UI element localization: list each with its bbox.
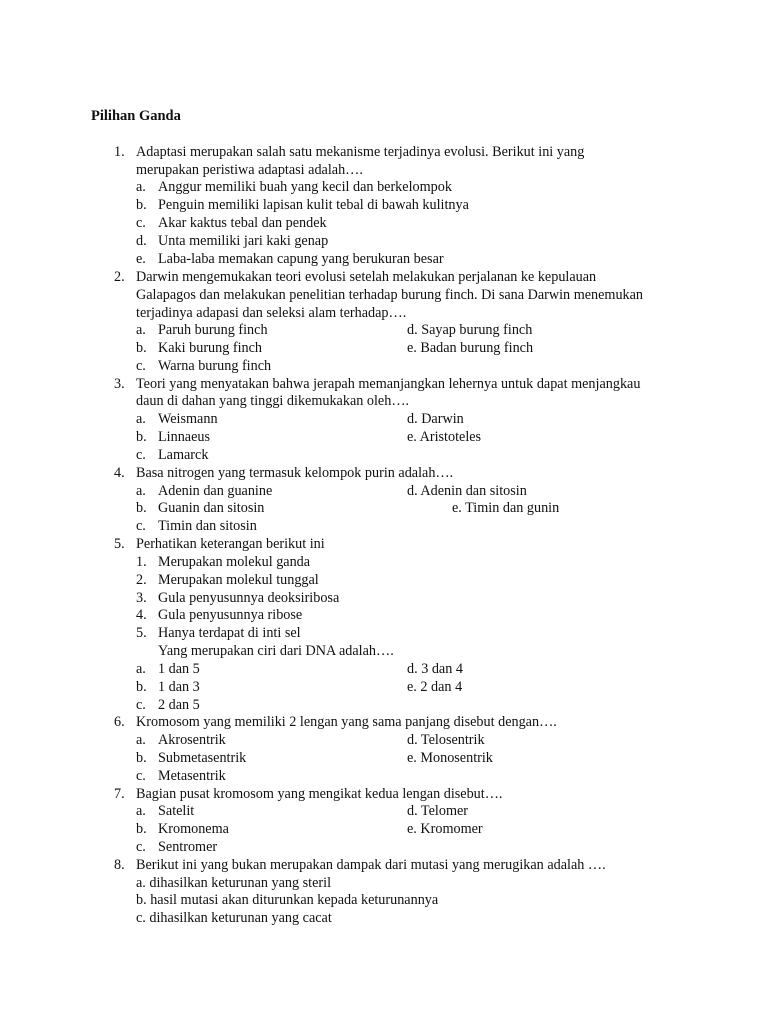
option-text: Unta memiliki jari kaki genap	[158, 233, 329, 249]
statement-label: 1.	[136, 554, 147, 570]
option-text: Sentromer	[158, 839, 218, 855]
option-label: b.	[136, 679, 147, 695]
option-text: Akrosentrik	[158, 732, 226, 748]
option-text: Kromonema	[158, 821, 229, 837]
question-text: terjadinya adapasi dan seleksi alam terhadap….	[136, 305, 407, 321]
question-number: 2.	[114, 269, 125, 285]
option-label: a.	[136, 179, 146, 195]
option-label: a.	[136, 803, 146, 819]
option-label: b.	[136, 429, 147, 445]
option-text: a. dihasilkan keturunan yang steril	[136, 875, 332, 891]
statement-text: Merupakan molekul tunggal	[158, 572, 319, 588]
question-text: Darwin mengemukakan teori evolusi setelah melakukan perjalanan ke kepulauan	[136, 269, 597, 285]
option-label: b.	[136, 500, 147, 516]
question-text: Galapagos dan melakukan penelitian terhadap burung finch. Di sana Darwin menemukan	[136, 287, 644, 303]
question-number: 5.	[114, 536, 125, 552]
option-label: c.	[136, 358, 146, 374]
option-label: a.	[136, 661, 146, 677]
option-text: e. Timin dan gunin	[452, 500, 560, 516]
option-label: c.	[136, 447, 146, 463]
question-text: Adaptasi merupakan salah satu mekanisme terjadinya evolusi. Berikut ini yang	[136, 144, 585, 160]
option-label: b.	[136, 197, 147, 213]
option-text: Lamarck	[158, 447, 209, 463]
statement-label: 2.	[136, 572, 147, 588]
option-text: Metasentrik	[158, 768, 226, 784]
option-label: b.	[136, 340, 147, 356]
question-number: 8.	[114, 857, 125, 873]
statement-label: 4.	[136, 607, 147, 623]
option-text: Weismann	[158, 411, 218, 427]
question-text: Perhatikan keterangan berikut ini	[136, 536, 325, 552]
option-text: Timin dan sitosin	[158, 518, 257, 534]
option-text: 2 dan 5	[158, 697, 200, 713]
question-text: merupakan peristiwa adaptasi adalah….	[136, 162, 363, 178]
question-text: Teori yang menyatakan bahwa jerapah memanjangkan lehernya untuk dapat menjangkau	[136, 376, 641, 392]
option-label: c.	[136, 768, 146, 784]
option-text: Paruh burung finch	[158, 322, 268, 338]
option-text: Guanin dan sitosin	[158, 500, 265, 516]
option-text: c. dihasilkan keturunan yang cacat	[136, 910, 332, 926]
option-text: d. Darwin	[407, 411, 464, 427]
statement-text: Gula penyusunnya ribose	[158, 607, 303, 623]
question-text: Kromosom yang memiliki 2 lengan yang sama panjang disebut dengan….	[136, 714, 557, 730]
option-text: d. Adenin dan sitosin	[407, 483, 527, 499]
option-text: Anggur memiliki buah yang kecil dan berkelompok	[158, 179, 452, 195]
option-text: d. 3 dan 4	[407, 661, 463, 677]
question-text: Berikut ini yang bukan merupakan dampak dari mutasi yang merugikan adalah ….	[136, 857, 606, 873]
question-number: 7.	[114, 786, 125, 802]
section-title: Pilihan Ganda	[91, 108, 181, 124]
statement-text: Gula penyusunnya deoksiribosa	[158, 590, 340, 606]
option-text: Kaki burung finch	[158, 340, 263, 356]
option-text: e. Aristoteles	[407, 429, 482, 445]
option-text: 1 dan 3	[158, 679, 200, 695]
option-text: Warna burung finch	[158, 358, 272, 374]
option-label: c.	[136, 215, 146, 231]
option-text: e. Kromomer	[407, 821, 483, 837]
option-text: d. Telosentrik	[407, 732, 485, 748]
question-number: 1.	[114, 144, 125, 160]
question-text: daun di dahan yang tinggi dikemukakan oleh….	[136, 393, 410, 409]
option-text: d. Telomer	[407, 803, 468, 819]
option-text: d. Sayap burung finch	[407, 322, 533, 338]
option-text: Laba-laba memakan capung yang berukuran besar	[158, 251, 444, 267]
option-text: e. Monosentrik	[407, 750, 493, 766]
statement-label: 5.	[136, 625, 147, 641]
option-label: a.	[136, 732, 146, 748]
question-number: 6.	[114, 714, 125, 730]
option-label: c.	[136, 518, 146, 534]
option-label: e.	[136, 251, 146, 267]
option-text: Akar kaktus tebal dan pendek	[158, 215, 327, 231]
option-text: 1 dan 5	[158, 661, 200, 677]
option-text: b. hasil mutasi akan diturunkan kepada keturunannya	[136, 892, 439, 908]
question-text: Basa nitrogen yang termasuk kelompok purin adalah….	[136, 465, 454, 481]
option-text: e. Badan burung finch	[407, 340, 534, 356]
statement-text: Merupakan molekul ganda	[158, 554, 311, 570]
option-text: Linnaeus	[158, 429, 211, 445]
option-text: Satelit	[158, 803, 195, 819]
option-label: b.	[136, 750, 147, 766]
statement-text: Hanya terdapat di inti sel	[158, 625, 301, 641]
option-label: b.	[136, 821, 147, 837]
option-text: Adenin dan guanine	[158, 483, 273, 499]
option-label: a.	[136, 483, 146, 499]
option-text: Penguin memiliki lapisan kulit tebal di bawah kulitnya	[158, 197, 469, 213]
option-label: a.	[136, 322, 146, 338]
question-number: 4.	[114, 465, 125, 481]
option-label: c.	[136, 839, 146, 855]
option-label: d.	[136, 233, 147, 249]
option-text: Submetasentrik	[158, 750, 247, 766]
question-number: 3.	[114, 376, 125, 392]
option-label: a.	[136, 411, 146, 427]
option-label: c.	[136, 697, 146, 713]
question-text: Bagian pusat kromosom yang mengikat kedua lengan disebut….	[136, 786, 503, 802]
option-text: e. 2 dan 4	[407, 679, 463, 695]
statement-label: 3.	[136, 590, 147, 606]
question-prompt: Yang merupakan ciri dari DNA adalah….	[158, 643, 394, 659]
